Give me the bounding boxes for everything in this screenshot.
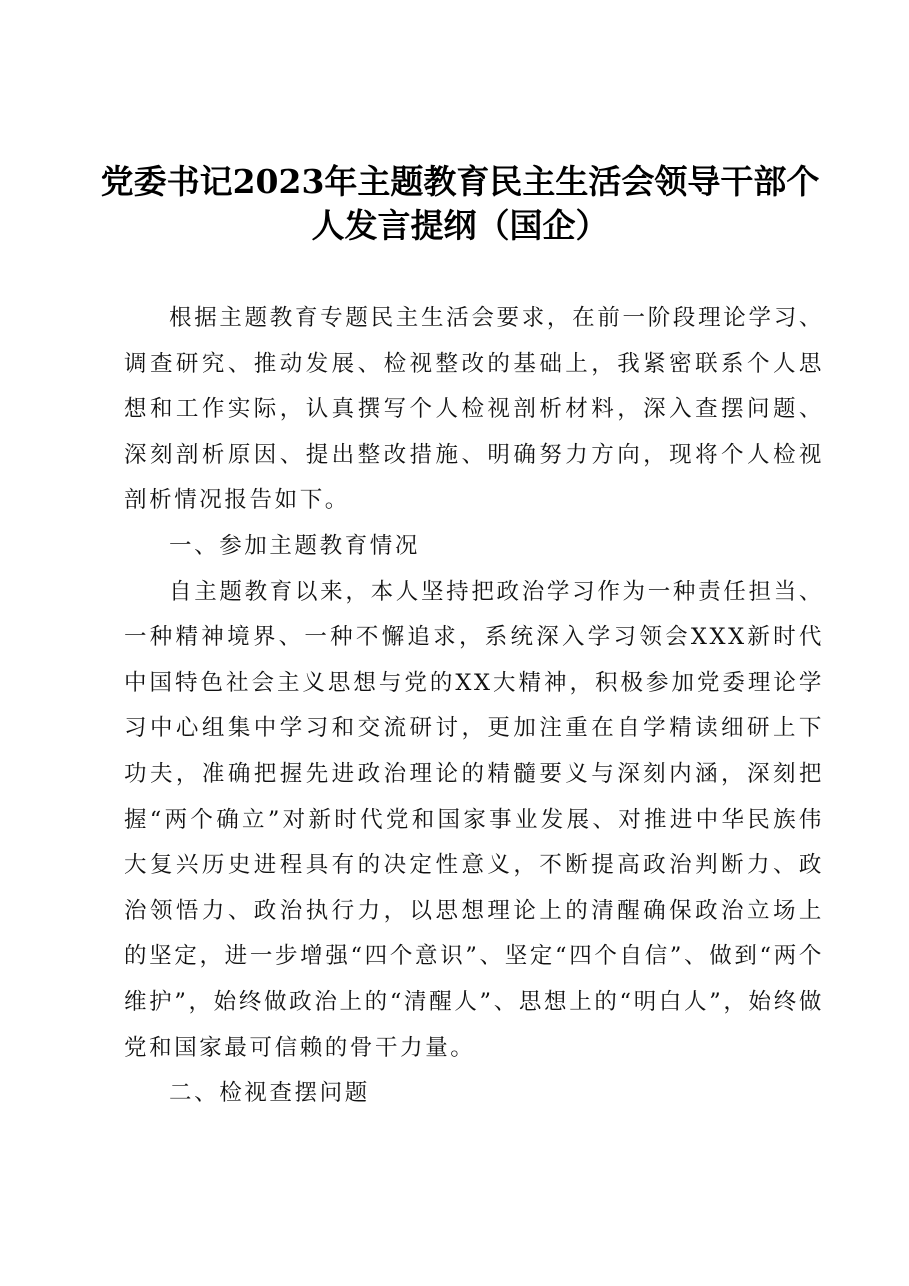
intro-paragraph: 根据主题教育专题民主生活会要求，在前一阶段理论学习、调查研究、推动发展、检视整改的基础上，我紧密联系个人思想和工作实际，认真撰写个人检视剖析材料，深入查摆问题、深刻剖析原因、提出整改措施、明确努力方向，现将个人检视剖析情况报告如下。 (124, 305, 824, 514)
document-body (124, 296, 824, 1117)
section-2-heading: 二、检视查摆问题 (169, 1080, 370, 1107)
section-1-heading: 一、参加主题教育情况 (169, 532, 421, 559)
document-title: 党委书记2023年主题教育民主生活会领导干部个人发言提纲（国企） (100, 162, 820, 245)
section-1-paragraph: 自主题教育以来，本人坚持把政治学习作为一种责任担当、一种精神境界、一种不懈追求，系统深入学习领会XXX新时代中国特色社会主义思想与党的XX大精神，积极参加党委理论学习中心组集中学习和交流研讨，更加注重在自学精读细研上下功夫，准确把握先进政治理论的精髓要义与深刻内涵，深刻把握“两个确立”对新时代党和国家事业发展、对推进中华民族伟大复兴历史进程具有的决定性意义，不断提高政治判断力、政治领悟力、政治执行力，以思想理论上的清醒确保政治立场上的坚定，进一步增强“四个意识”、坚定“四个自信”、做到“两个维护”，始终做政治上的“清醒人”、思想上的“明白人”，始终做党和国家最可信赖的骨干力量。 (124, 578, 824, 1061)
